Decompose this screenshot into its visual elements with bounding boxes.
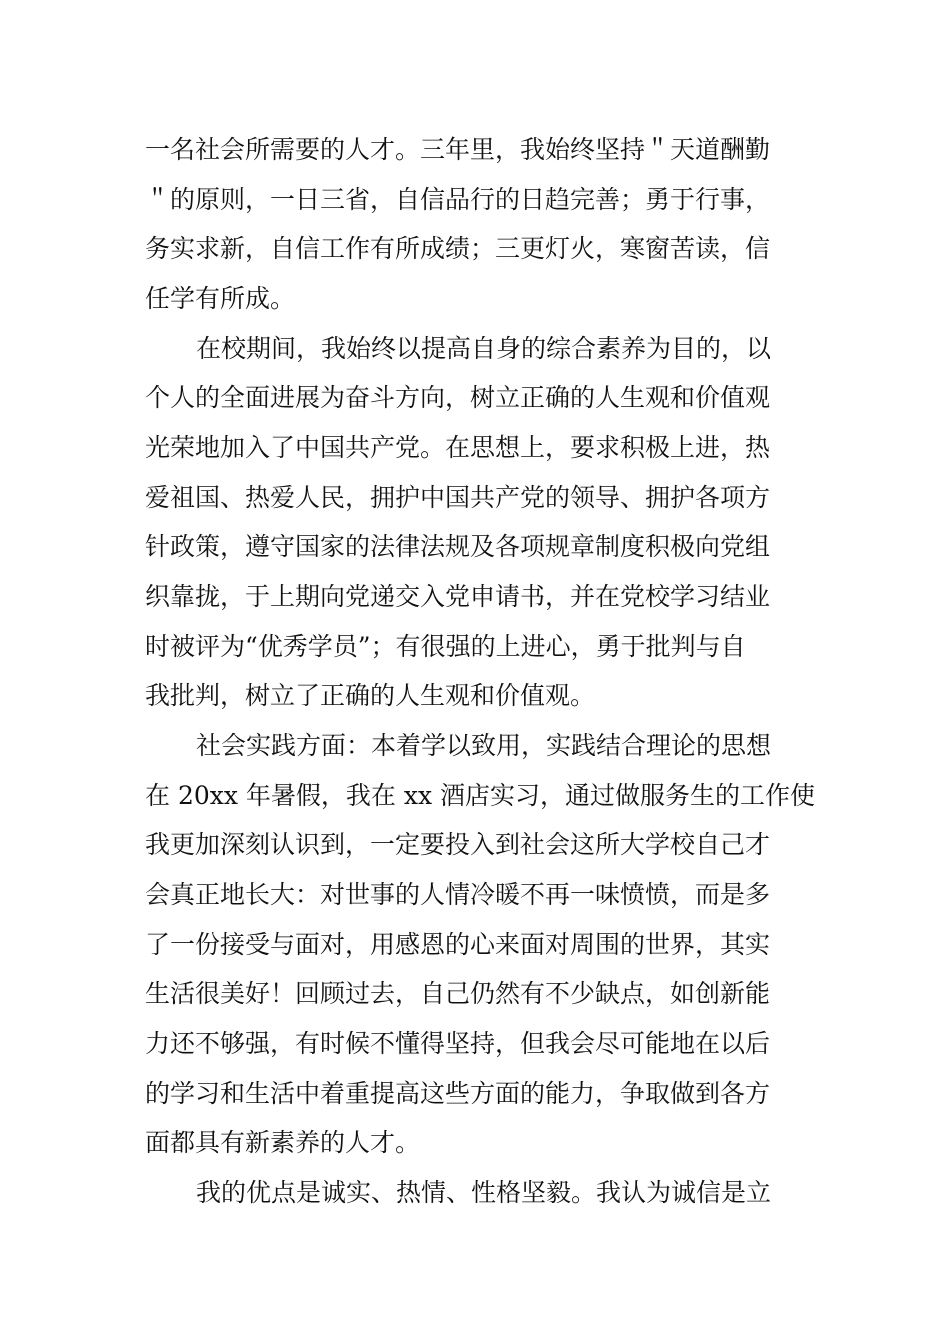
text-line: 了一份接受与面对，用感恩的心来面对周围的世界，其实 xyxy=(145,930,771,959)
text-line: 个人的全面进展为奋斗方向，树立正确的人生观和价值观 xyxy=(145,383,771,412)
text-line: 的学习和生活中着重提高这些方面的能力，争取做到各方 xyxy=(145,1079,771,1108)
paragraph-first-line: 社会实践方面：本着学以致用，实践结合理论的思想 xyxy=(196,731,772,760)
text-line: 针政策，遵守国家的法律法规及各项规章制度积极向党组 xyxy=(145,532,771,561)
text-line: 时被评为“优秀学员”；有很强的上进心，勇于批判与自 xyxy=(145,632,746,661)
paragraph-first-line: 我的优点是诚实、热情、性格坚毅。我认为诚信是立 xyxy=(196,1178,772,1207)
text-line: 会真正地长大：对世事的人情冷暖不再一味愤愤，而是多 xyxy=(145,880,771,909)
text-line: 我批判，树立了正确的人生观和价值观。 xyxy=(145,681,596,710)
text-line: 我更加深刻认识到，一定要投入到社会这所大学校自己才 xyxy=(145,830,771,859)
text-line: 任学有所成。 xyxy=(145,284,296,313)
text-line: 面都具有新素养的人才。 xyxy=(145,1128,421,1157)
text-line: ＂的原则，一日三省，自信品行的日趋完善；勇于行事， xyxy=(145,185,771,214)
text-line: 一名社会所需要的人才。三年里，我始终坚持＂天道酬勤 xyxy=(145,135,771,164)
text-line: 力还不够强，有时候不懂得坚持，但我会尽可能地在以后 xyxy=(145,1029,771,1058)
text-line: 生活很美好！回顾过去，自己仍然有不少缺点，如创新能 xyxy=(145,979,771,1008)
text-line: 在 20xx 年暑假，我在 xx 酒店实习，通过做服务生的工作使 xyxy=(145,781,815,810)
text-line: 爱祖国、热爱人民，拥护中国共产党的领导、拥护各项方 xyxy=(145,483,771,512)
text-line: 织靠拢，于上期向党递交入党申请书，并在党校学习结业 xyxy=(145,582,771,611)
text-line: 务实求新，自信工作有所成绩；三更灯火，寒窗苦读，信 xyxy=(145,234,771,263)
paragraph-first-line: 在校期间，我始终以提高自身的综合素养为目的，以 xyxy=(196,334,772,363)
text-line: 光荣地加入了中国共产党。在思想上，要求积极上进，热 xyxy=(145,433,771,462)
